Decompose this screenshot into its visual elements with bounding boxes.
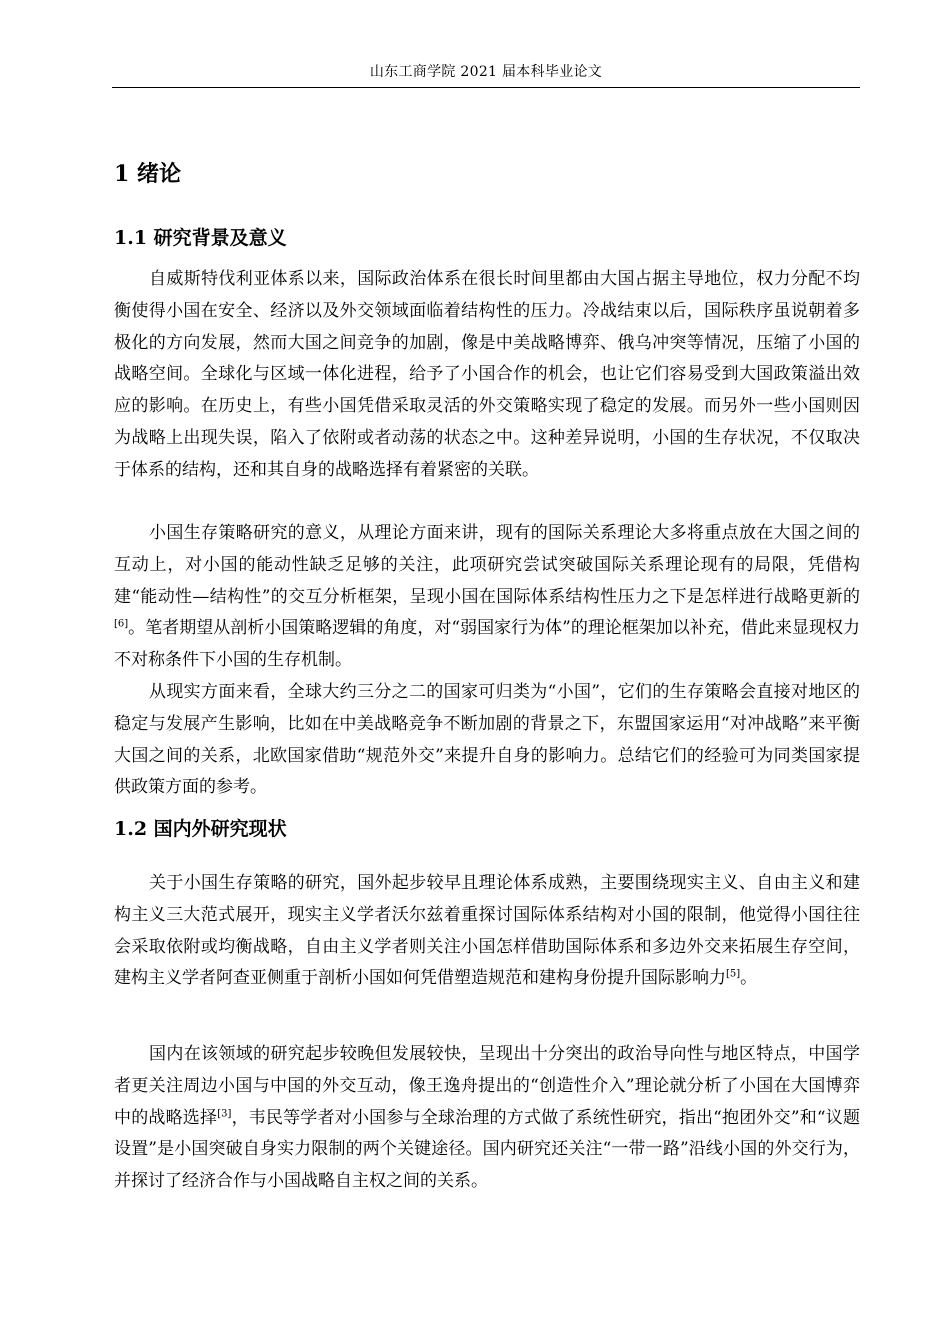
paragraph: 从现实方面来看，全球大约三分之二的国家可归类为“小国”，它们的生存策略会直接对地区的稳定与发展产生影响，比如在中美战略竞争不断加剧的背景之下，东盟国家运用“对冲战略”来平衡大国之间的关系，北欧国家借助“规范外交”来提升自身的影响力。总结它们的经验可为同类国家提供政策方面的参考。 xyxy=(114,682,860,798)
paragraph xyxy=(114,1039,860,1198)
paragraph-text: 小国生存策略研究的意义，从理论方面来讲，现有的国际关系理论大多将重点放在大国之间的互动上，对小国的能动性缺乏足够的关注，此项研究尝试突破国际关系理论现有的局限，凭借构建“能动性—结构性”的交互分析框架，呈现小国在国际体系结构性压力之下是怎样进行战略更新的 xyxy=(114,523,860,607)
paragraph-text: 。笔者期望从剖析小国策略逻辑的角度，对“弱国家行为体”的理论框架加以补充，借此来显现权力不对称条件下小国的生存机制。 xyxy=(114,618,860,671)
paragraph xyxy=(114,518,860,677)
paragraph xyxy=(114,868,860,995)
paragraph-text: ，韦民等学者对小国参与全球治理的方式做了系统性研究，指出“抱团外交”和“议题设置”是小国突破自身实力限制的两个关键途径。国内研究还关注“一带一路”沿线小国的外交行为，并探讨了经济合作与小国战略自主权之间的关系。 xyxy=(114,1107,861,1192)
citation: [5] xyxy=(726,968,741,980)
citation: [6] xyxy=(114,618,129,630)
paragraph-text: 。 xyxy=(740,968,758,989)
citation: [3] xyxy=(217,1107,232,1119)
header-rule xyxy=(112,87,860,88)
running-header: 山东工商学院 2021 届本科毕业论文 xyxy=(369,64,603,80)
paragraph-text: 关于小国生存策略的研究，国外起步较早且理论体系成熟，主要围绕现实主义、自由主义和建构主义三大范式展开，现实主义学者沃尔兹着重探讨国际体系结构对小国的限制，他觉得小国往往会采取依附或均衡战略，自由主义学者则关注小国怎样借助国际体系和多边外交来拓展生存空间，建构主义学者阿查亚侧重于剖析小国如何凭借塑造规范和建构身份提升国际影响力 xyxy=(114,873,860,989)
paragraph: 自威斯特伐利亚体系以来，国际政治体系在很长时间里都由大国占据主导地位，权力分配不均衡使得小国在安全、经济以及外交领域面临着结构性的压力。冷战结束以后，国际秩序虽说朝着多极化的方向发展，然而大国之间竞争的加剧，像是中美战略博弈、俄乌冲突等情况，压缩了小国的战略空间。全球化与区域一体化进程，给予了小国合作的机会，也让它们容易受到大国政策溢出效应的影响。在历史上，有些小国凭借采取灵活的外交策略实现了稳定的发展。而另外一些小国则因为战略上出现失误，陷入了依附或者动荡的状态之中。这种差异说明，小国的生存状况，不仅取决于体系的结构，还和其自身的战略选择有着紧密的关联。 xyxy=(114,269,860,480)
chapter-title: 1 绪论 xyxy=(114,161,181,187)
section-title-1-1: 1.1 研究背景及意义 xyxy=(114,227,287,249)
section-title-1-2: 1.2 国内外研究现状 xyxy=(114,818,287,840)
paragraph-text: 国内在该领域的研究起步较晚但发展较快，呈现出十分突出的政治导向性与地区特点，中国学者更关注周边小国与中国的外交互动，像王逸舟提出的“创造性介入”理论就分析了小国在大国博弈中的战略选择 xyxy=(114,1044,860,1128)
